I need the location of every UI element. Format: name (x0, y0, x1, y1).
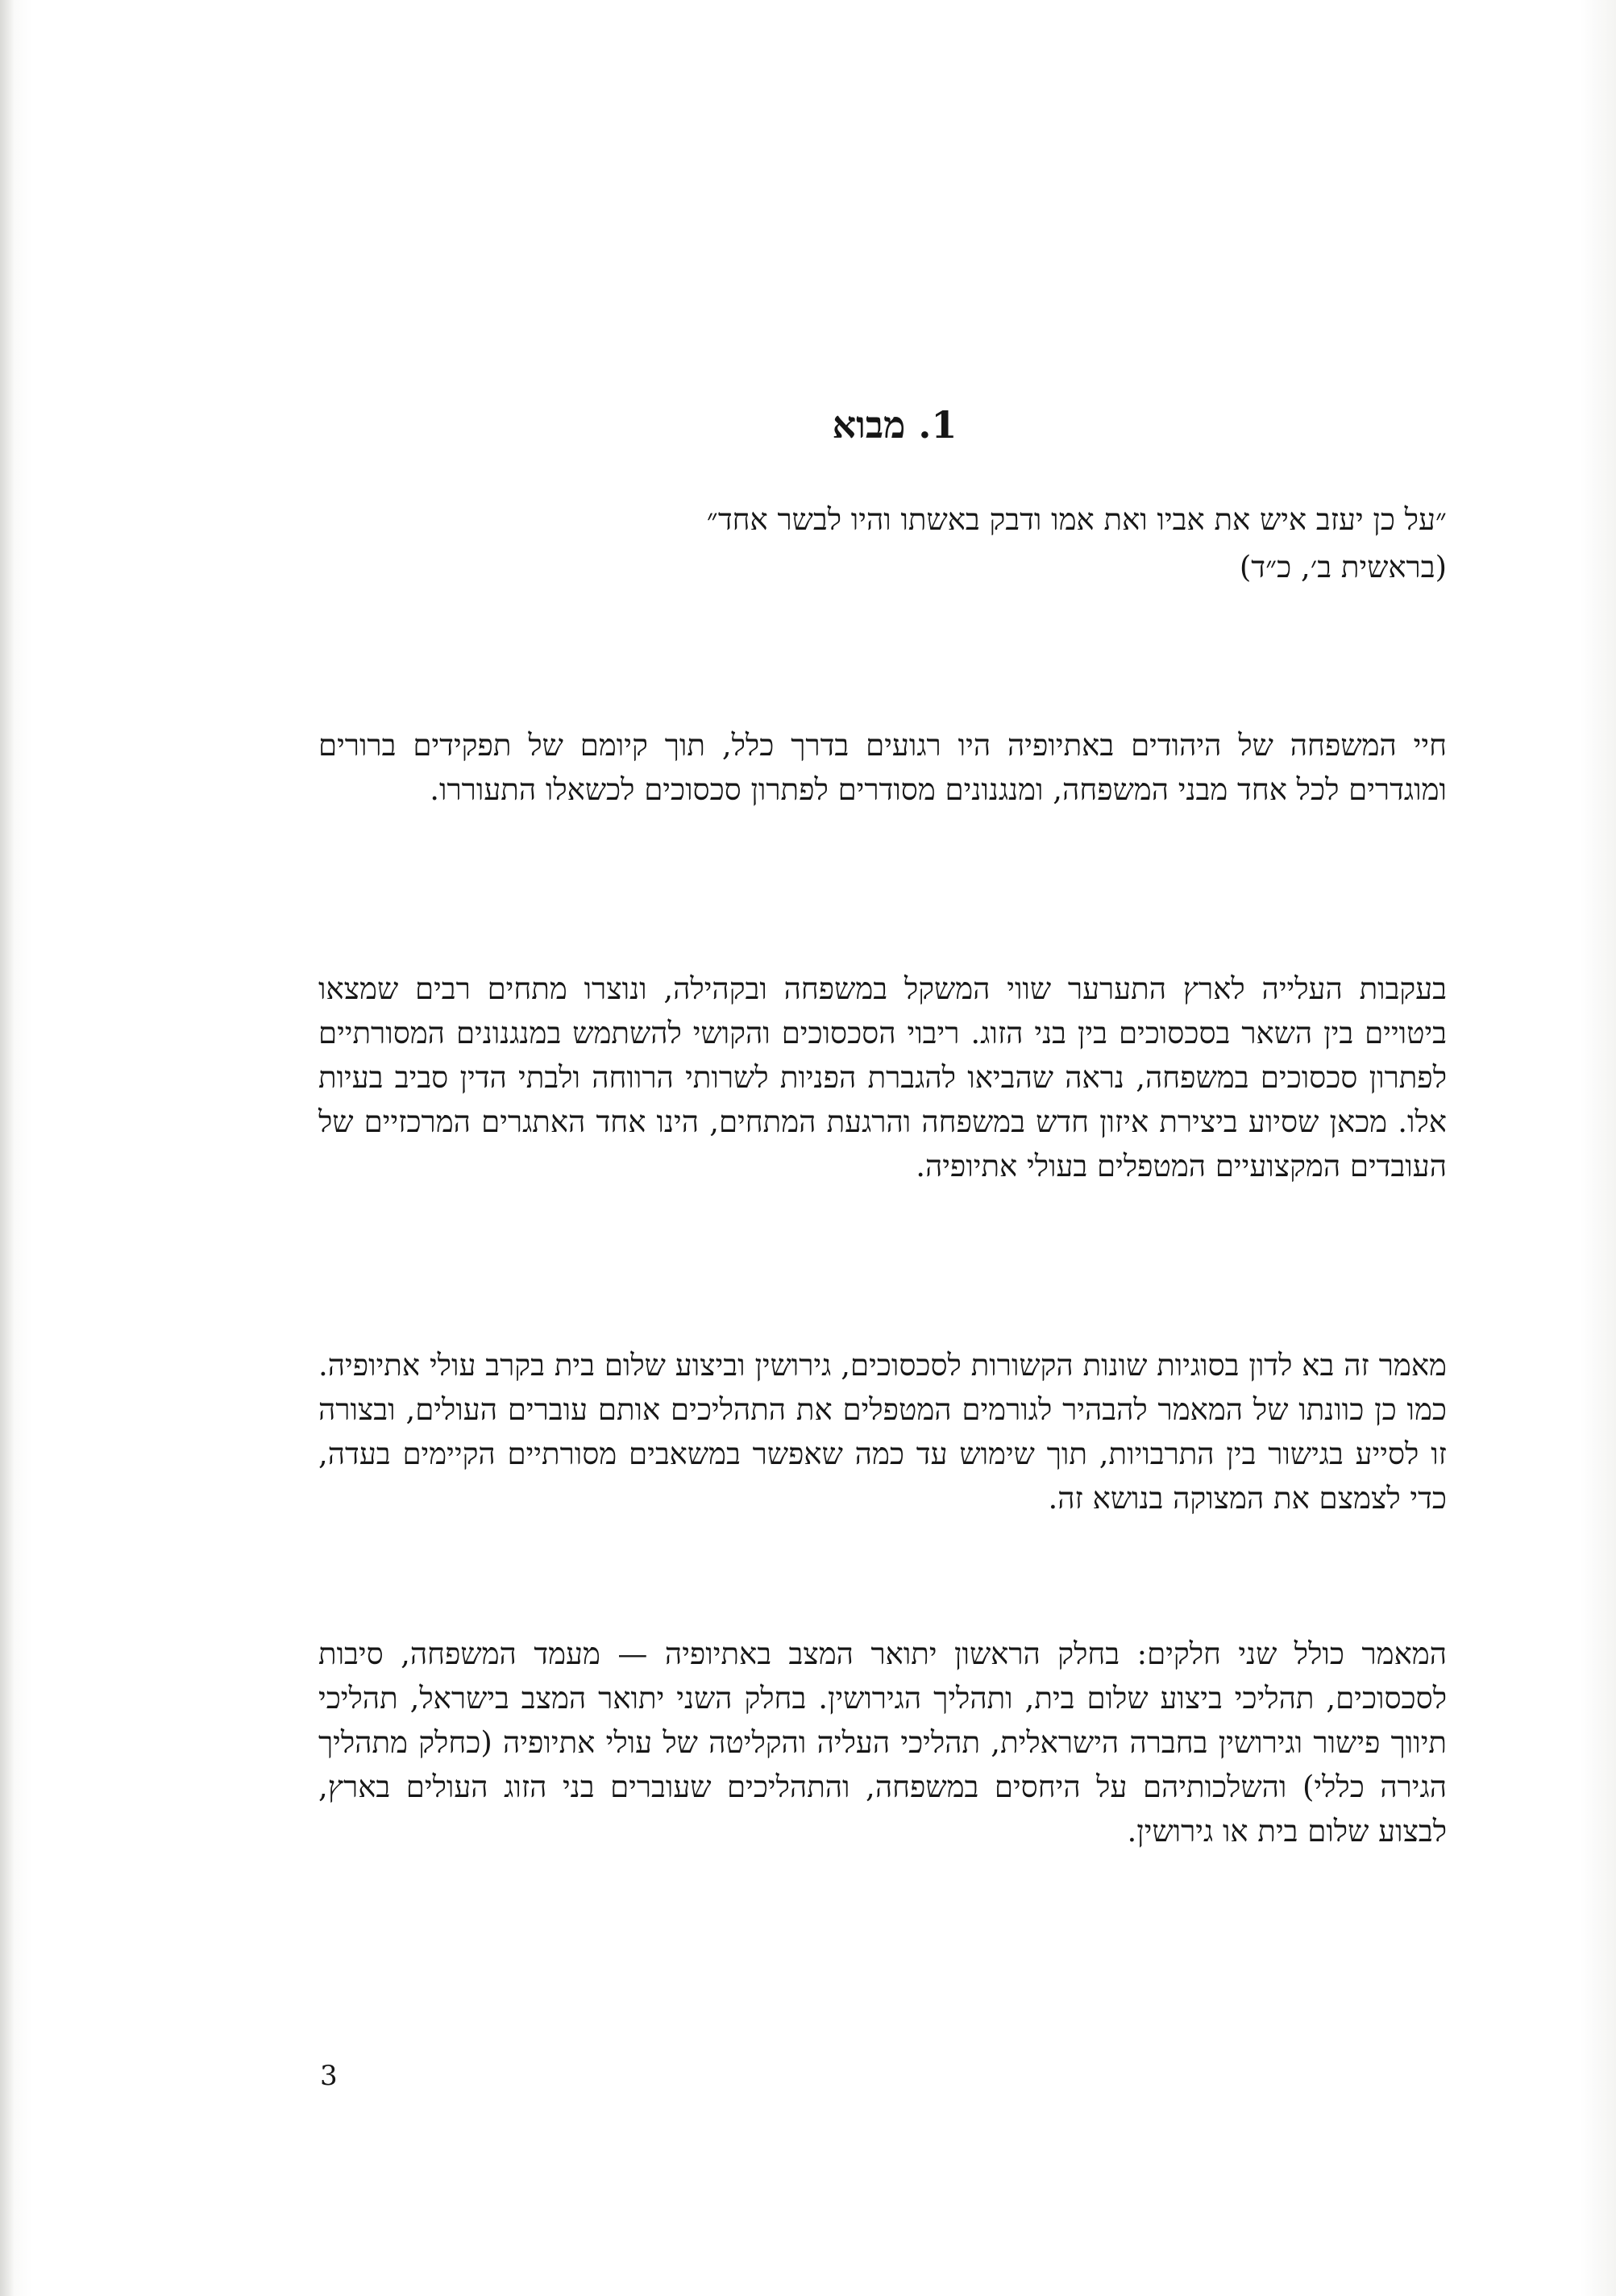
chapter-title: 1. מבוא (832, 403, 958, 447)
epigraph-quote: ״על כן יעזב איש את אביו ואת אמו ודבק באשתו והיו לבשר אחד״ (706, 502, 1447, 537)
epigraph (318, 496, 1447, 591)
paragraph-immigration-tensions: בעקבות העלייה לארץ התערער שווי המשקל במשפחה ובקהילה, ונוצרו מתחים רבים שמצאו ביטויים בין השאר בסכסוכים בין בני הזוג. ריבוי הסכסוכים והקושי להשתמש במנגנונים המסורתיים לפתרון סכסוכים במשפחה, נראה שהביאו להגברת הפניות לשרותי הרווחה ולבתי הדין סביב בעיות אלו. מכאן שסיוע ביצירת איזון חדש במשפחה והרגעת המתחים, הינו אחד האתגרים המרכזיים של העובדים המקצועיים המטפלים בעולי אתיופיה. (318, 971, 1447, 1183)
paragraph-article-purpose: מאמר זה בא לדון בסוגיות שונות הקשורות לסכסוכים, גירושין וביצוע שלום בית בקרב עולי אתיופיה. כמו כן כוונתו של המאמר להבהיר לגורמים המטפלים את התהליכים אותם עוברים העולים, ובצורה זו לסייע בגישור בין התרבויות, תוך שימוש עד כמה שאפשר במשאבים מסורתיים הקיימים בעדה, כדי לצמצם את המצוקה בנושא זה. (318, 1348, 1447, 1516)
paragraph-family-life-ethiopia: חיי המשפחה של היהודים באתיופיה היו רגועים בדרך כלל, תוך קיומם של תפקידים ברורים ומוגדרים לכל אחד מבני המשפחה, ומנגנונים מסודרים לפתרון סכסוכים לכשאלו התעוררו. (318, 728, 1447, 807)
scan-edge-shadow (0, 0, 15, 2296)
paragraph-article-structure: המאמר כולל שני חלקים: בחלק הראשון יתואר המצב באתיופיה — מעמד המשפחה, סיבות לסכסוכים, תהליכי ביצוע שלום בית, ותהליך הגירושין. בחלק השני יתואר המצב בישראל, תהליכי תיווך פישור וגירושין בחברה הישראלית, תהליכי העליה והקליטה של עולי אתיופיה (כחלק מתהליך הגירה כללי) והשלכותיהם על היחסים במשפחה, והתהליכים שעוברים בני הזוג העולים בארץ, לבצוע שלום בית או גירושין. (318, 1637, 1447, 1849)
page-number: 3 (320, 2060, 338, 2092)
epigraph-source: (בראשית ב׳, כ״ד) (1239, 550, 1447, 584)
